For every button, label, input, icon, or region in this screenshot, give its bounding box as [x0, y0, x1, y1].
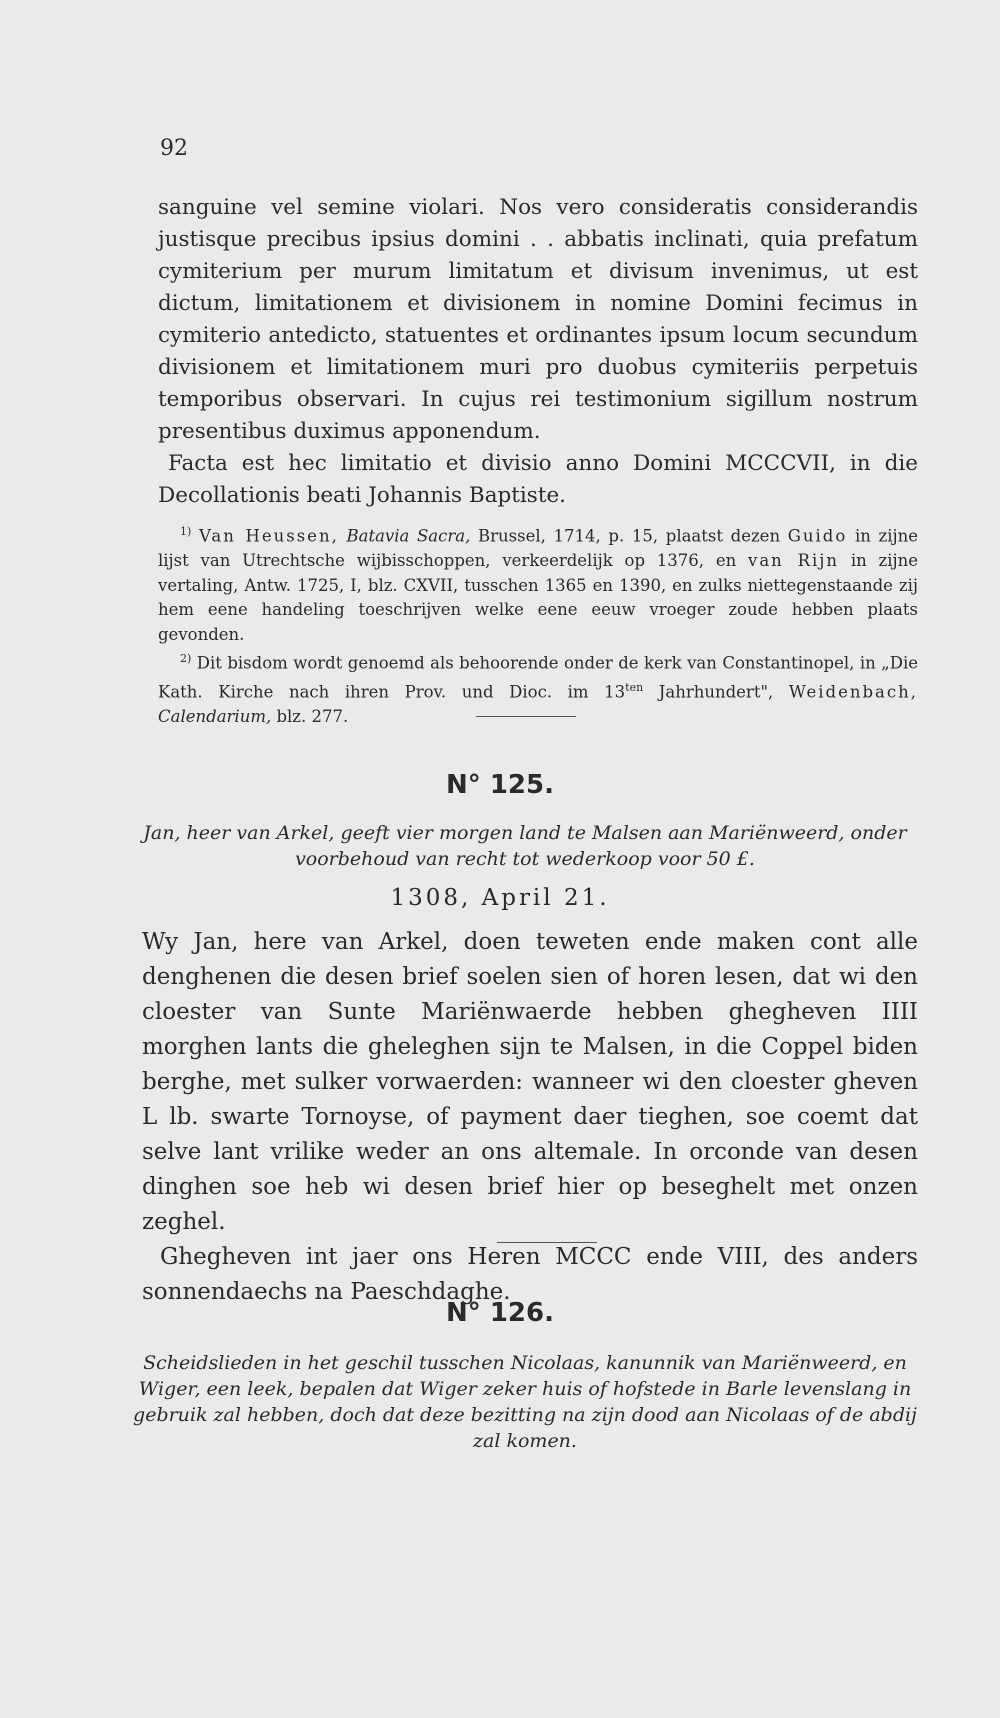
- section-divider-1: [476, 716, 576, 717]
- charter-125-paragraph-1: Wy Jan, here van Arkel, doen teweten ende maken cont alle denghenen die desen brief soelen sien of horen lesen, dat wi den cloester van Sunte Mariënwaerde hebben ghegheven IIII morghen lants die gheleghen sijn te Malsen, in die Coppel biden berghe, met sulker vorwaerden: wanneer wi den cloester gheven L lb. swarte Tornoyse, of payment daer tieghen, soe coemt dat selve lant vrilike weder an ons altemale. In orconde van desen dinghen soe heb wi desen brief hier op beseghelt met onzen zeghel.: [142, 929, 918, 1235]
- footnote-2-mark: 2): [180, 652, 192, 665]
- charter-125-summary: Jan, heer van Arkel, geeft vier morgen land te Malsen aan Mariënweerd, onder voorbehoud van recht tot wederkoop voor 50 £.: [143, 822, 907, 870]
- footnote-1-name-guido: Guido: [787, 526, 848, 546]
- top-text: [158, 192, 918, 512]
- footnote-1: [158, 520, 918, 647]
- charter-125-date: 1308, April 21.: [390, 885, 610, 911]
- section-divider-2: [497, 1242, 597, 1243]
- footnote-1-mark: 1): [180, 525, 192, 538]
- footnote-1-title: Batavia Sacra,: [346, 526, 471, 546]
- footnote-2-superscript: ten: [625, 681, 644, 694]
- footnote-1-name-van-rijn: van Rijn: [748, 551, 840, 570]
- footnote-2-name: Weidenbach,: [788, 682, 918, 702]
- footnote-1-text-b: in zijne lijst van Utrechtsche wijbisschoppen, verkeerdelijk op 1376, en: [158, 526, 918, 570]
- footnote-1-text-a: Brussel, 1714, p. 15, plaatst dezen: [470, 526, 788, 546]
- top-paragraph-1: sanguine vel semine violari. Nos vero consideratis considerandis justisque precibus ipsius domini . . abbatis inclinati, quia prefatum cymiterium per murum limitatum et divisum invenimus, ut est dictum, limitationem et divisionem in nomine Domini fecimus in cymiterio antedicto, statuentes et ordinantes ipsum locum secundum divisionem et limitationem muri pro duobus cymiteriis perpetuis temporibus observari. In cujus rei testimonium sigillum nostrum presentibus duximus apponendum.: [158, 195, 918, 444]
- footnote-2-title: Calendarium,: [158, 707, 272, 726]
- footnote-2-text-b: Jahrhundert",: [643, 682, 789, 702]
- charter-125-number: N° 125.: [446, 770, 554, 800]
- charter-126-number: N° 126.: [446, 1298, 554, 1328]
- footnote-1-author: Van Heussen,: [198, 526, 339, 546]
- footnotes: [158, 520, 918, 730]
- footnote-2-text-c: blz. 277.: [271, 707, 349, 726]
- charter-125-paragraph-2: Ghegheven int jaer ons Heren MCCC ende VIII, des anders sonnendaechs na Paeschdaghe.: [142, 1244, 918, 1305]
- footnote-1-text-c: in zijne vertaling, Antw. 1725, I, blz. CXVII, tusschen 1365 en 1390, en zulks niettegenstaande zij hem eene handeling toeschrijven welke eene eeuw vroeger zoude hebben plaats gevonden.: [158, 551, 919, 644]
- footnote-2-text-a: Dit bisdom wordt genoemd als behoorende onder de kerk van Constantinopel, in „Die Kath. Kirche nach ihren Prov. und Dioc. im 13: [158, 653, 918, 702]
- top-paragraph-2: Facta est hec limitatio et divisio anno Domini MCCCVII, in die Decollationis beati Johannis Baptiste.: [158, 451, 918, 508]
- footnote-2: [158, 647, 918, 730]
- page-number: 92: [160, 136, 188, 161]
- charter-126-summary: Scheidslieden in het geschil tusschen Nicolaas, kanunnik van Mariënweerd, en Wiger, een leek, bepalen dat Wiger zeker huis of hofstede in Barle levenslang in gebruik zal hebben, doch dat deze bezitting na zijn dood aan Nicolaas of de abdij zal komen.: [133, 1352, 917, 1452]
- charter-125-text: [142, 925, 918, 1310]
